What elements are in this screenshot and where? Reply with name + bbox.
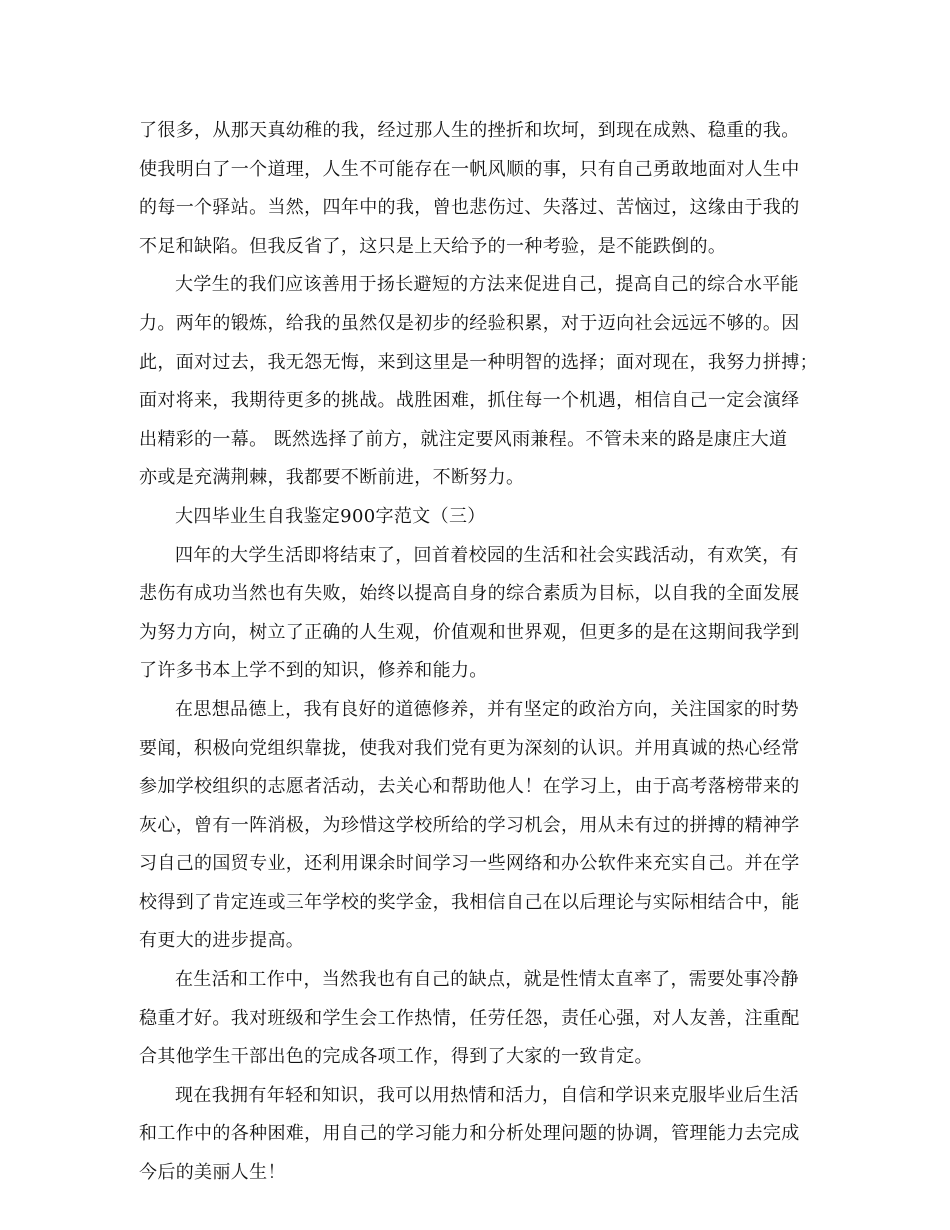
- text-line: 今后的美丽人生！: [139, 1162, 286, 1184]
- text-line: 亦或是充满荆棘，我都要不断前进，不断努力。: [139, 467, 525, 489]
- paragraph-first-line: 在思想品德上，我有良好的道德修养，并有坚定的政治方向，关注国家的时势: [175, 698, 799, 720]
- text-line: 力。两年的锻炼，给我的虽然仅是初步的经验积累，对于迈向社会远远不够的。因: [139, 312, 800, 334]
- text-line: 灰心，曾有一阵消极，为珍惜这学校所给的学习机会，用从未有过的拼搏的精神学: [139, 814, 800, 836]
- text-line: 和工作中的各种困难，用自己的学习能力和分析处理问题的协调，管理能力去完成: [139, 1123, 800, 1145]
- text-line: 使我明白了一个道理，人生不可能存在一帆风顺的事，只有自己勇敢地面对人生中: [139, 158, 800, 180]
- text-line: 要闻，积极向党组织靠拢，使我对我们党有更为深刻的认识。并用真诚的热心经常: [139, 737, 800, 759]
- document-body: [139, 112, 819, 1193]
- text-line: 稳重才好。我对班级和学生会工作热情，任劳任怨，责任心强，对人友善，注重配: [139, 1007, 800, 1029]
- text-line: 了许多书本上学不到的知识，修养和能力。: [139, 660, 488, 682]
- text-line: 参加学校组织的志愿者活动，去关心和帮助他人！在学习上，由于高考落榜带来的: [139, 776, 800, 798]
- text-line: 习自己的国贸专业，还利用课余时间学习一些网络和办公软件来充实自己。并在学: [139, 853, 800, 875]
- text-line: 此，面对过去，我无怨无悔，来到这里是一种明智的选择；面对现在，我努力拼搏；: [139, 351, 818, 373]
- paragraph-first-line: 在生活和工作中，当然我也有自己的缺点，就是性情太直率了，需要处事冷静: [175, 969, 799, 991]
- section-heading: 大四毕业生自我鉴定900字范文（三）: [175, 505, 486, 527]
- text-line: 有更大的进步提高。: [139, 930, 305, 952]
- text-line: 了很多，从那天真幼稚的我，经过那人生的挫折和坎坷，到现在成熟、稳重的我。: [139, 120, 800, 141]
- text-line: 校得到了肯定连或三年学校的奖学金，我相信自己在以后理论与实际相结合中，能: [139, 891, 800, 913]
- text-line: 为努力方向，树立了正确的人生观，价值观和世界观，但更多的是在这期间我学到: [139, 621, 800, 643]
- text-line: 不足和缺陷。但我反省了，这只是上天给予的一种考验，是不能跌倒的。: [139, 235, 727, 257]
- text-line: 面对将来，我期待更多的挑战。战胜困难，抓住每一个机遇，相信自己一定会演绎: [139, 390, 800, 412]
- paragraph-first-line: 大学生的我们应该善用于扬长避短的方法来促进自己，提高自己的综合水平能: [175, 274, 799, 296]
- text-line: 的每一个驿站。当然，四年中的我，曾也悲伤过、失落过、苦恼过，这缘由于我的: [139, 197, 800, 219]
- paragraph-first-line: 现在我拥有年轻和知识，我可以用热情和活力，自信和学识来克服毕业后生活: [175, 1084, 799, 1106]
- text-line: 悲伤有成功当然也有失败，始终以提高自身的综合素质为目标，以自我的全面发展: [139, 583, 800, 605]
- paragraph-first-line: 四年的大学生活即将结束了，回首着校园的生活和社会实践活动，有欢笑，有: [175, 544, 799, 566]
- text-line: 合其他学生干部出色的完成各项工作，得到了大家的一致肯定。: [139, 1046, 653, 1068]
- text-line: 出精彩的一幕。 既然选择了前方，就注定要风雨兼程。不管未来的路是康庄大道: [139, 428, 788, 450]
